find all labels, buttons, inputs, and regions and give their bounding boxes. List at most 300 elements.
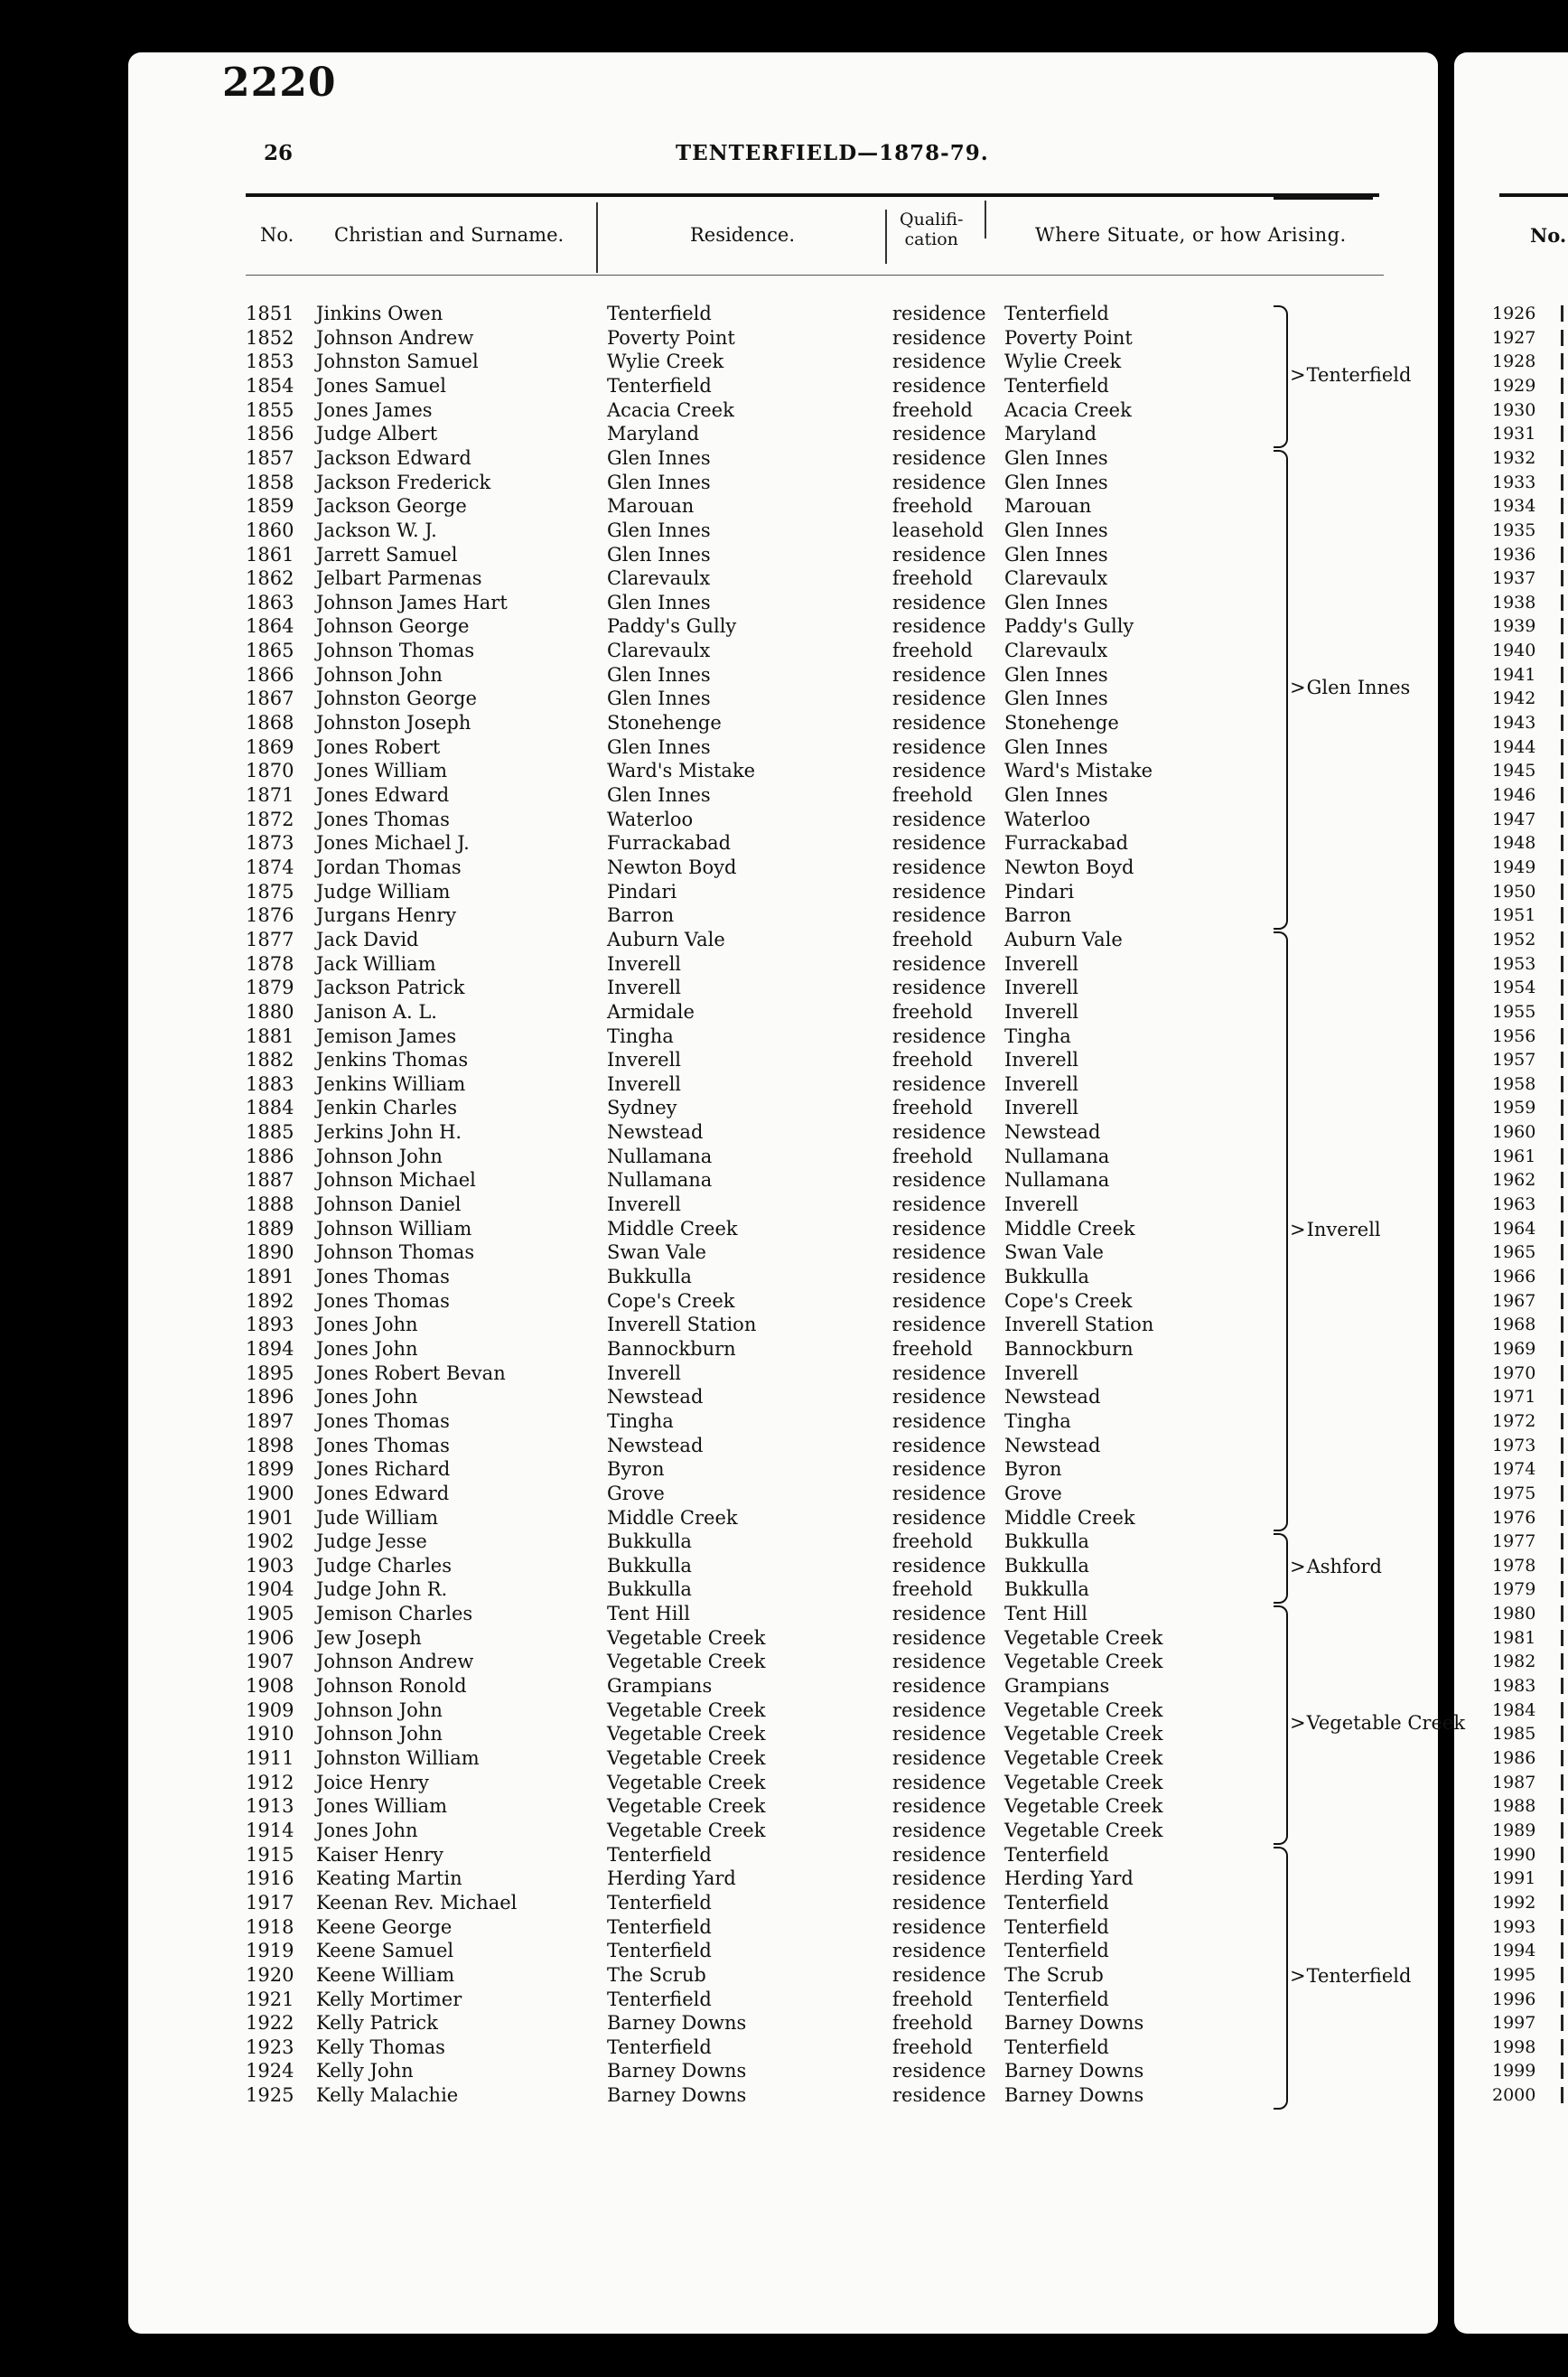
row-qualification: freehold	[892, 1000, 973, 1023]
table-row	[0, 566, 1265, 591]
right-page-row-number: 1951	[1492, 905, 1536, 926]
right-page-row-number: 1982	[1492, 1652, 1536, 1672]
row-where-situate: Vegetable Creek	[1004, 1699, 1163, 1721]
right-page-row-number: 1958	[1492, 1073, 1536, 1094]
right-page-cut-off-text	[1561, 1678, 1563, 1694]
row-qualification: residence	[892, 1025, 986, 1047]
row-qualification: freehold	[892, 784, 973, 806]
row-qualification: residence	[892, 735, 986, 758]
right-page-cut-off-text	[1561, 498, 1563, 514]
row-name: Jack David	[316, 928, 419, 950]
row-name: Jenkins William	[316, 1072, 466, 1095]
row-number: 1866	[246, 663, 294, 686]
row-qualification: residence	[892, 1434, 986, 1456]
header-qualification	[900, 210, 963, 249]
row-qualification: residence	[892, 1940, 986, 1962]
table-row	[0, 1362, 1265, 1386]
row-residence: Glen Innes	[607, 735, 711, 758]
table-row	[0, 928, 1265, 952]
row-where-situate: Marouan	[1004, 495, 1092, 518]
row-where-situate: Inverell	[1004, 1362, 1079, 1384]
row-where-situate: Inverell	[1004, 1000, 1079, 1023]
right-page-row-number: 1986	[1492, 1748, 1536, 1768]
row-residence: Barney Downs	[607, 2012, 747, 2035]
right-page-row-number: 1995	[1492, 1964, 1536, 1985]
district-label: > Vegetable Creek	[1290, 1711, 1465, 1735]
row-where-situate: Newstead	[1004, 1386, 1101, 1408]
table-row	[0, 1096, 1265, 1120]
district-label: > Glen Innes	[1290, 676, 1410, 699]
table-row	[0, 1217, 1265, 1241]
row-qualification: residence	[892, 952, 986, 975]
right-page-row-number: 1934	[1492, 496, 1536, 517]
table-row	[0, 446, 1265, 471]
row-qualification: residence	[892, 1193, 986, 1216]
table-row	[0, 1193, 1265, 1217]
folio-stamp: 2220	[222, 60, 337, 106]
row-qualification: residence	[892, 1915, 986, 1938]
row-number: 1904	[246, 1578, 294, 1601]
row-residence: Pindari	[607, 880, 677, 903]
row-name: Kaiser Henry	[316, 1843, 444, 1866]
row-number: 1881	[246, 1025, 294, 1047]
right-page-row-number: 1990	[1492, 1844, 1536, 1865]
row-residence: Inverell	[607, 1072, 682, 1095]
row-qualification: residence	[892, 1458, 986, 1481]
row-qualification: residence	[892, 1963, 986, 1986]
row-name: Keenan Rev. Michael	[316, 1891, 518, 1914]
row-qualification: residence	[892, 1554, 986, 1577]
row-where-situate: Vegetable Creek	[1004, 1819, 1163, 1841]
row-name: Jerkins John H.	[316, 1121, 462, 1144]
row-number: 1868	[246, 712, 294, 735]
right-page-cut-off-text	[1561, 690, 1563, 707]
row-name: Johnson Thomas	[316, 1241, 475, 1264]
row-where-situate: Poverty Point	[1004, 326, 1133, 349]
right-page-cut-off-text	[1561, 474, 1563, 491]
row-name: Jones John	[316, 1819, 418, 1841]
row-name: Johnson John	[316, 1699, 443, 1721]
row-where-situate: Nullamana	[1004, 1169, 1110, 1192]
row-residence: Tenterfield	[607, 1940, 712, 1962]
row-residence: Tenterfield	[607, 1891, 712, 1914]
right-page-cut-off-text	[1561, 763, 1563, 779]
right-page-row-number: 1953	[1492, 953, 1536, 974]
row-name: Jones Samuel	[316, 374, 446, 397]
row-where-situate: Nullamana	[1004, 1145, 1110, 1167]
row-where-situate: Barron	[1004, 904, 1072, 927]
table-row	[0, 350, 1265, 374]
district-brace	[1274, 1605, 1288, 1845]
row-residence: Glen Innes	[607, 543, 711, 566]
table-row	[0, 1843, 1265, 1867]
row-qualification: residence	[892, 1169, 986, 1192]
header-divider	[985, 201, 986, 239]
row-residence: Tenterfield	[607, 303, 712, 324]
table-row	[0, 1240, 1265, 1265]
table-row	[0, 759, 1265, 783]
row-where-situate: Tenterfield	[1004, 374, 1109, 397]
right-page-cut-off-text	[1561, 450, 1563, 466]
right-page-cut-off-text	[1561, 1316, 1563, 1333]
row-qualification: residence	[892, 856, 986, 878]
row-residence: Clarevaulx	[607, 640, 711, 662]
table-row	[0, 1530, 1265, 1554]
row-name: Jurgans Henry	[316, 904, 457, 927]
table-row	[0, 783, 1265, 808]
row-qualification: residence	[892, 1266, 986, 1287]
row-number: 1907	[246, 1651, 294, 1673]
row-name: Jones James	[316, 398, 433, 421]
row-name: Judge William	[316, 880, 451, 903]
row-qualification: residence	[892, 615, 986, 638]
row-number: 1871	[246, 784, 294, 806]
row-number: 1908	[246, 1675, 294, 1698]
row-where-situate: Newstead	[1004, 1434, 1101, 1456]
right-page-cut-off-text	[1561, 305, 1563, 322]
row-name: Judge John R.	[316, 1578, 448, 1601]
row-name: Johnson Andrew	[316, 326, 474, 349]
row-residence: Ward's Mistake	[607, 760, 756, 782]
row-qualification: residence	[892, 688, 986, 710]
district-label: > Tenterfield	[1290, 1964, 1411, 1988]
row-qualification: residence	[892, 1482, 986, 1504]
row-residence: Bukkulla	[607, 1266, 692, 1287]
row-qualification: residence	[892, 1072, 986, 1095]
right-page-cut-off-text	[1561, 642, 1563, 659]
row-where-situate: Tingha	[1004, 1409, 1071, 1432]
row-where-situate: Vegetable Creek	[1004, 1771, 1163, 1793]
row-name: Keene George	[316, 1915, 453, 1938]
row-number: 1852	[246, 326, 294, 349]
row-qualification: freehold	[892, 2035, 973, 2058]
row-name: Johnson Daniel	[316, 1193, 462, 1216]
row-residence: Waterloo	[607, 808, 694, 830]
row-where-situate: Barney Downs	[1004, 2012, 1144, 2035]
row-where-situate: Cope's Creek	[1004, 1289, 1133, 1312]
right-page-row-number: 1971	[1492, 1387, 1536, 1408]
row-qualification: residence	[892, 904, 986, 927]
right-page-cut-off-text	[1561, 1919, 1563, 1935]
district-brace	[1274, 305, 1288, 448]
row-number: 1923	[246, 2035, 294, 2058]
right-page-cut-off-text	[1561, 1774, 1563, 1791]
row-number: 1878	[246, 952, 294, 975]
row-residence: Vegetable Creek	[607, 1795, 766, 1818]
row-number: 1880	[246, 1000, 294, 1023]
right-page-row-number: 1977	[1492, 1531, 1536, 1552]
row-qualification: residence	[892, 1217, 986, 1240]
row-name: Jarrett Samuel	[316, 543, 458, 566]
running-title: TENTERFIELD—1878-79.	[676, 141, 989, 165]
right-page-cut-off-text	[1561, 979, 1563, 996]
row-where-situate: Furrackabad	[1004, 832, 1129, 855]
right-page-cut-off-text	[1561, 931, 1563, 948]
row-name: Jones Richard	[316, 1458, 451, 1481]
table-row	[0, 952, 1265, 977]
right-page-row-number: 1960	[1492, 1122, 1536, 1143]
row-residence: Middle Creek	[607, 1506, 738, 1529]
header-where: Where Situate, or how Arising.	[1035, 224, 1347, 246]
row-where-situate: Inverell	[1004, 1193, 1079, 1216]
row-where-situate: Tenterfield	[1004, 1940, 1109, 1962]
row-residence: Stonehenge	[607, 712, 722, 735]
row-name: Jelbart Parmenas	[316, 567, 482, 590]
row-number: 1867	[246, 688, 294, 710]
row-residence: Inverell	[607, 1049, 682, 1072]
row-number: 1888	[246, 1193, 294, 1216]
row-residence: Bannockburn	[607, 1337, 736, 1360]
row-qualification: residence	[892, 1386, 986, 1408]
right-page-cut-off-text	[1561, 402, 1563, 418]
district-brace	[1274, 1533, 1288, 1604]
row-qualification: freehold	[892, 1578, 973, 1601]
right-page-cut-off-text	[1561, 1942, 1563, 1959]
right-page-row-number: 1933	[1492, 472, 1536, 492]
row-name: Jemison James	[316, 1025, 457, 1047]
row-residence: Inverell	[607, 952, 682, 975]
row-number: 1886	[246, 1145, 294, 1167]
row-qualification: residence	[892, 374, 986, 397]
row-residence: Maryland	[607, 423, 700, 445]
row-name: Jinkins Owen	[316, 303, 443, 324]
row-residence: Inverell	[607, 1362, 682, 1384]
row-where-situate: Glen Innes	[1004, 543, 1108, 566]
table-row	[0, 1265, 1265, 1289]
table-row	[0, 1602, 1265, 1626]
row-number: 1912	[246, 1771, 294, 1793]
right-page-row-number: 1926	[1492, 304, 1536, 323]
row-number: 1917	[246, 1891, 294, 1914]
row-name: Johnston Joseph	[316, 712, 471, 735]
right-page-cut-off-text	[1561, 1028, 1563, 1044]
right-page-row-number: 1988	[1492, 1796, 1536, 1817]
row-number: 1877	[246, 928, 294, 950]
right-page-cut-off-text	[1561, 1341, 1563, 1357]
row-name: Jones Edward	[316, 1482, 450, 1504]
row-residence: Vegetable Creek	[607, 1747, 766, 1769]
right-page-row-number: 1985	[1492, 1724, 1536, 1745]
right-page-row-number: 1968	[1492, 1315, 1536, 1335]
table-row	[0, 1963, 1265, 1988]
row-where-situate: Stonehenge	[1004, 712, 1119, 735]
table-row	[0, 1746, 1265, 1771]
row-where-situate: Grampians	[1004, 1675, 1110, 1698]
row-name: Kelly Malachie	[316, 2084, 459, 2107]
right-page-cut-off-text	[1561, 330, 1563, 346]
right-page-row-number: 1927	[1492, 327, 1536, 348]
right-page-cut-off-text	[1561, 2087, 1563, 2103]
table-row	[0, 2035, 1265, 2060]
row-number: 1887	[246, 1169, 294, 1192]
row-number: 1858	[246, 471, 294, 493]
row-name: Jones Michael J.	[316, 832, 470, 855]
row-residence: Poverty Point	[607, 326, 735, 349]
row-residence: Vegetable Creek	[607, 1723, 766, 1745]
row-qualification: leasehold	[892, 519, 985, 541]
table-row	[0, 1385, 1265, 1409]
row-name: Johnston Samuel	[316, 351, 479, 373]
right-page-cut-off-text	[1561, 811, 1563, 828]
right-page-cut-off-text	[1561, 1653, 1563, 1670]
row-residence: Vegetable Creek	[607, 1819, 766, 1841]
row-qualification: freehold	[892, 567, 973, 590]
right-page-row-number: 1979	[1492, 1579, 1536, 1600]
row-name: Jones John	[316, 1337, 418, 1360]
table-row	[0, 374, 1265, 398]
row-where-situate: Glen Innes	[1004, 471, 1108, 493]
row-qualification: residence	[892, 543, 986, 566]
row-number: 1862	[246, 567, 294, 590]
row-name: Jackson George	[316, 495, 467, 518]
row-residence: Glen Innes	[607, 446, 711, 469]
row-name: Johnson John	[316, 663, 443, 686]
right-page-cut-off-text	[1561, 1630, 1563, 1646]
header-name: Christian and Surname.	[334, 224, 565, 246]
row-residence: Glen Innes	[607, 519, 711, 541]
row-name: Jones Thomas	[316, 1289, 450, 1312]
right-page-cut-off-text	[1561, 2063, 1563, 2079]
row-qualification: residence	[892, 1603, 986, 1625]
row-where-situate: Glen Innes	[1004, 688, 1108, 710]
table-row	[0, 2059, 1265, 2083]
right-page-cut-off-text	[1561, 739, 1563, 755]
row-number: 1918	[246, 1915, 294, 1938]
row-where-situate: Glen Innes	[1004, 784, 1108, 806]
right-page-row-number: 1964	[1492, 1218, 1536, 1239]
row-residence: Tingha	[607, 1409, 674, 1432]
right-page-row-number: 1974	[1492, 1459, 1536, 1480]
right-page-row-number: 1984	[1492, 1699, 1536, 1720]
table-row	[0, 1794, 1265, 1819]
right-page-cut-off-text	[1561, 1437, 1563, 1454]
row-residence: Marouan	[607, 495, 695, 518]
row-qualification: freehold	[892, 1530, 973, 1553]
row-qualification: freehold	[892, 1988, 973, 2010]
row-where-situate: Clarevaulx	[1004, 567, 1108, 590]
row-residence: The Scrub	[607, 1963, 706, 1986]
row-where-situate: Newton Boyd	[1004, 856, 1134, 878]
table-row	[0, 543, 1265, 567]
right-page-row-number: 1992	[1492, 1892, 1536, 1913]
row-name: Jones Thomas	[316, 808, 450, 830]
right-page-row-number: 1969	[1492, 1338, 1536, 1359]
row-name: Jones Thomas	[316, 1434, 450, 1456]
row-qualification: residence	[892, 1747, 986, 1769]
row-where-situate: Inverell	[1004, 1097, 1079, 1119]
row-where-situate: Waterloo	[1004, 808, 1091, 830]
row-number: 1919	[246, 1940, 294, 1962]
row-where-situate: Tenterfield	[1004, 1843, 1109, 1866]
row-number: 1853	[246, 351, 294, 373]
right-page-cut-off-text	[1561, 1244, 1563, 1260]
row-name: Keene Samuel	[316, 1940, 454, 1962]
row-number: 1894	[246, 1337, 294, 1360]
right-page-cut-off-text	[1561, 1004, 1563, 1020]
row-name: Jew Joseph	[316, 1626, 422, 1649]
row-number: 1911	[246, 1747, 294, 1769]
row-where-situate: Ward's Mistake	[1004, 760, 1153, 782]
row-number: 1900	[246, 1482, 294, 1504]
row-number: 1924	[246, 2060, 294, 2082]
row-name: Jones Robert Bevan	[316, 1362, 506, 1384]
right-page-row-number: 1950	[1492, 881, 1536, 902]
row-residence: Vegetable Creek	[607, 1626, 766, 1649]
row-number: 1889	[246, 1217, 294, 1240]
right-page-row-number: 1981	[1492, 1627, 1536, 1648]
row-residence: Newstead	[607, 1386, 704, 1408]
table-row	[0, 1145, 1265, 1169]
row-where-situate: Auburn Vale	[1004, 928, 1123, 950]
row-qualification: residence	[892, 423, 986, 445]
row-qualification: residence	[892, 471, 986, 493]
row-number: 1903	[246, 1554, 294, 1577]
row-number: 1922	[246, 2012, 294, 2035]
row-qualification: residence	[892, 712, 986, 735]
row-residence: Vegetable Creek	[607, 1699, 766, 1721]
table-row	[0, 1025, 1265, 1049]
row-name: Jones Thomas	[316, 1266, 450, 1287]
table-row	[0, 1434, 1265, 1458]
table-row	[0, 1891, 1265, 1915]
row-number: 1851	[246, 303, 294, 324]
table-row	[0, 1409, 1265, 1434]
right-page-cut-off-text	[1561, 1967, 1563, 1983]
row-name: Johnson John	[316, 1145, 443, 1167]
right-page-cut-off-text	[1561, 353, 1563, 370]
row-where-situate: Tenterfield	[1004, 2035, 1109, 2058]
table-row	[0, 856, 1265, 880]
row-name: Janison A. L.	[316, 1000, 437, 1023]
right-page-row-number: 1993	[1492, 1916, 1536, 1937]
row-where-situate: Inverell Station	[1004, 1314, 1154, 1336]
row-number: 1884	[246, 1097, 294, 1119]
right-page-cut-off-text	[1561, 1822, 1563, 1839]
table-row	[0, 1313, 1265, 1337]
row-where-situate: Wylie Creek	[1004, 351, 1122, 373]
right-page-row-number: 1963	[1492, 1194, 1536, 1215]
header-no: No.	[260, 224, 294, 246]
row-where-situate: The Scrub	[1004, 1963, 1104, 1986]
row-residence: Glen Innes	[607, 471, 711, 493]
row-where-situate: Barney Downs	[1004, 2084, 1144, 2107]
row-name: Jones Robert	[316, 735, 441, 758]
right-page-row-number: 1956	[1492, 1025, 1536, 1046]
row-number: 1879	[246, 977, 294, 999]
row-name: Johnson William	[316, 1217, 472, 1240]
row-qualification: freehold	[892, 495, 973, 518]
right-page-row-number: 1955	[1492, 1001, 1536, 1022]
table-row	[0, 976, 1265, 1000]
row-name: Jackson Patrick	[316, 977, 465, 999]
row-where-situate: Vegetable Creek	[1004, 1747, 1163, 1769]
right-page-row-number: 1972	[1492, 1410, 1536, 1431]
right-page-row-number: 1941	[1492, 664, 1536, 685]
row-residence: Tenterfield	[607, 374, 712, 397]
right-page-row-number: 1947	[1492, 809, 1536, 829]
table-row	[0, 1000, 1265, 1025]
row-number: 1892	[246, 1289, 294, 1312]
district-label: > Tenterfield	[1290, 363, 1411, 387]
row-qualification: freehold	[892, 928, 973, 950]
row-number: 1865	[246, 640, 294, 662]
row-name: Jackson Frederick	[316, 471, 491, 493]
right-page-row-number: 1949	[1492, 856, 1536, 877]
row-residence: Nullamana	[607, 1145, 713, 1167]
right-page-row-number: 1997	[1492, 2013, 1536, 2034]
row-qualification: residence	[892, 2060, 986, 2082]
row-name: Jones Edward	[316, 784, 450, 806]
